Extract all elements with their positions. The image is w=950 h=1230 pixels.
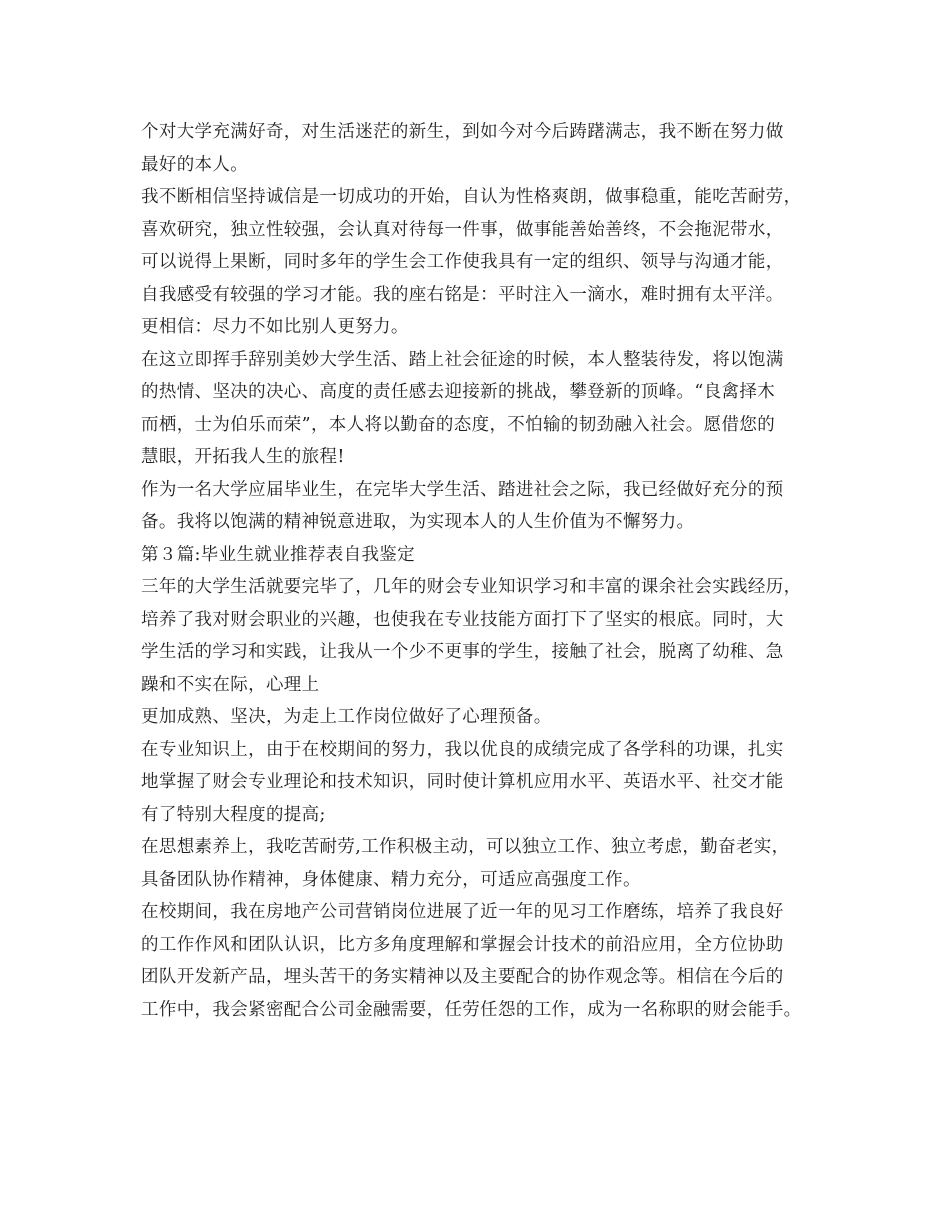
text-line: 躁和不实在际，心理上 bbox=[141, 674, 320, 695]
text-line: 的工作作风和团队认识，比方多角度理解和掌握会计技术的前沿应用，全方位协助 bbox=[141, 934, 784, 955]
text-line: 在思想素养上，我吃苦耐劳,工作积极主动，可以独立工作、独立考虑，勤奋老实， bbox=[141, 837, 790, 857]
text-line: 可以说得上果断，同时多年的学生会工作使我具有一定的组织、领导与沟通才能， bbox=[141, 252, 784, 272]
text-line: 有了特别大程度的提高; bbox=[141, 804, 326, 825]
text-line: 在校期间，我在房地产公司营销岗位进展了近一年的见习工作磨练，培养了我良好 bbox=[141, 902, 784, 922]
document-body bbox=[141, 116, 831, 1026]
text-line: 学生活的学习和实践，让我从一个少不更事的学生，接触了社会，脱离了幼稚、急 bbox=[141, 642, 784, 662]
text-line: 具备团队协作精神，身体健康、精力充分，可适应高强度工作。 bbox=[141, 869, 641, 890]
text-line: 在这立即挥手辞别美妙大学生活、踏上社会征途的时候，本人整装待发，将以饱满 bbox=[141, 349, 784, 370]
text-line: 工作中，我会紧密配合公司金融需要，任劳任怨的工作，成为一名称职的财会能手。 bbox=[141, 999, 802, 1020]
text-line: 我不断相信坚持诚信是一切成功的开始，自认为性格爽朗，做事稳重，能吃苦耐劳， bbox=[141, 187, 802, 207]
text-line: 更相信：尽力不如比别人更努力。 bbox=[141, 317, 409, 337]
section-heading: 第３篇:毕业生就业推荐表自我鉴定 bbox=[141, 544, 415, 565]
text-line: 自我感受有较强的学习才能。我的座右铭是：平时注入一滴水，难时拥有太平洋。 bbox=[141, 284, 784, 305]
text-line: 个对大学充满好奇，对生活迷茫的新生，到如今对今后踌躇满志，我不断在努力做 bbox=[141, 122, 784, 142]
text-line: 地掌握了财会专业理论和技术知识，同时使计算机应用水平、英语水平、社交才能 bbox=[141, 772, 784, 792]
text-line: 最好的本人。 bbox=[141, 154, 249, 175]
text-line: 的热情、坚决的决心、高度的责任感去迎接新的挑战，攀登新的顶峰。“良禽择木 bbox=[141, 382, 776, 402]
text-line: 培养了我对财会职业的兴趣，也使我在专业技能方面打下了坚实的根底。同时，大 bbox=[141, 609, 784, 630]
text-line: 而栖，士为伯乐而荣”，本人将以勤奋的态度，不怕输的韧劲融入社会。愿借您的 bbox=[141, 414, 776, 435]
text-line: 喜欢研究，独立性较强，会认真对待每一件事，做事能善始善终，不会拖泥带水， bbox=[141, 219, 784, 240]
text-line: 作为一名大学应届毕业生，在完毕大学生活、踏进社会之际，我已经做好充分的预 bbox=[141, 479, 784, 500]
text-line: 三年的大学生活就要完毕了，几年的财会专业知识学习和丰富的课余社会实践经历， bbox=[141, 577, 802, 597]
text-line: 团队开发新产品，埋头苦干的务实精神以及主要配合的协作观念等。相信在今后的 bbox=[141, 967, 784, 987]
text-line: 备。我将以饱满的精神锐意进取，为实现本人的人生价值为不懈努力。 bbox=[141, 512, 695, 532]
text-line: 慧眼，开拓我人生的旅程! bbox=[141, 447, 345, 467]
text-line: 在专业知识上，由于在校期间的努力，我以优良的成绩完成了各学科的功课，扎实 bbox=[141, 739, 784, 760]
text-line: 更加成熟、坚决，为走上工作岗位做好了心理预备。 bbox=[141, 707, 552, 727]
